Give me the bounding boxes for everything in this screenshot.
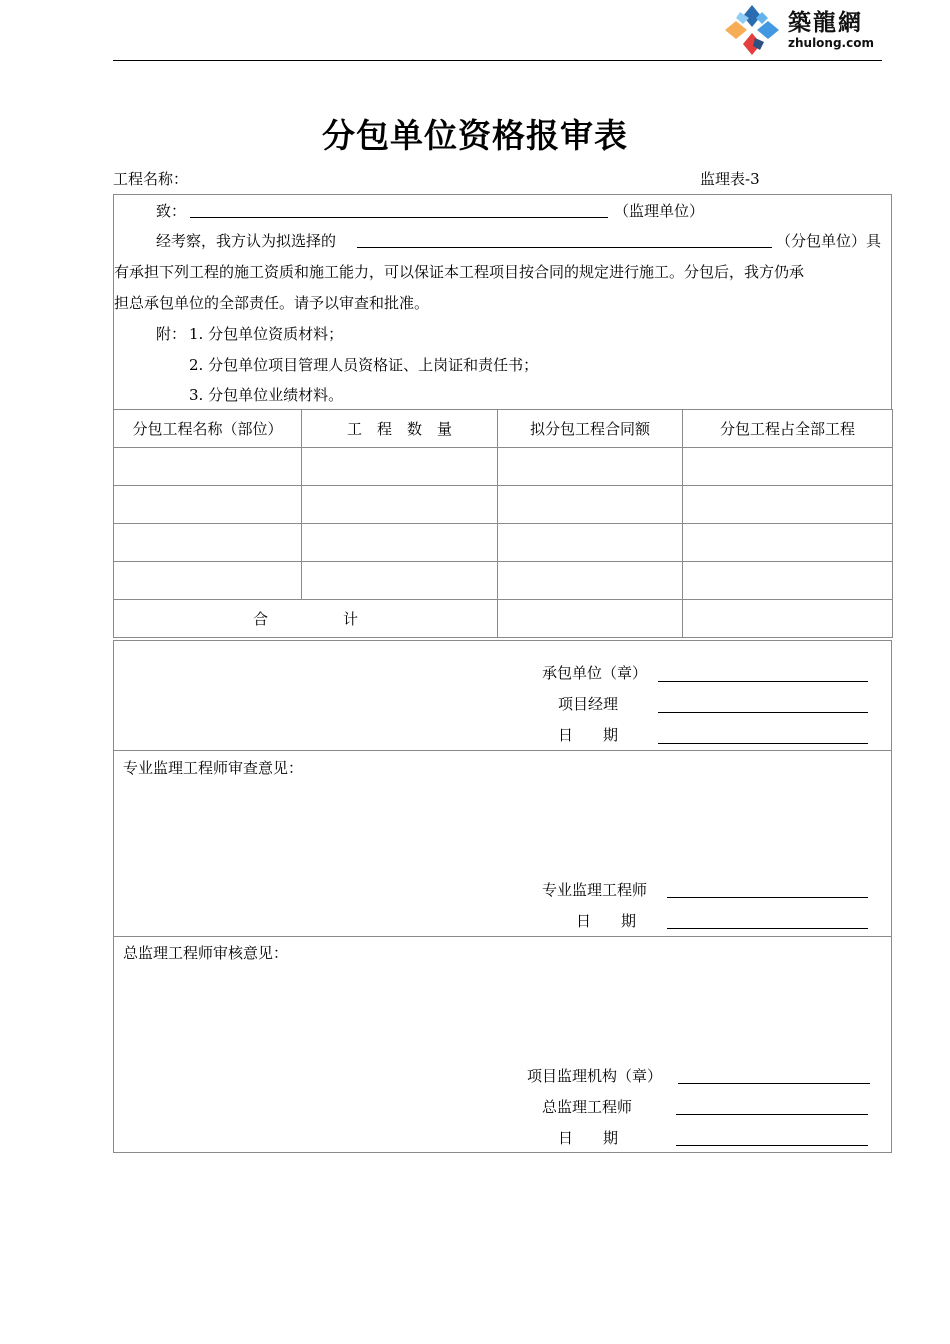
table-cell[interactable] [498,562,683,600]
header-cell: 拟分包工程合同额 [498,410,683,448]
table-cell[interactable] [498,524,683,562]
contractor-signature-section [113,640,892,751]
table-cell[interactable] [302,524,498,562]
table-cell[interactable] [683,448,893,486]
table-row [114,562,893,600]
chief-review-section [113,936,892,1153]
table-cell[interactable] [114,562,302,600]
chief-date-blank[interactable] [676,1145,868,1146]
logo-text-en: zhulong.com [788,36,874,50]
table-row [114,486,893,524]
specialist-signer-blank[interactable] [667,897,868,898]
specialist-date-label: 日 期 [576,912,637,930]
supervision-org-label: 项目监理机构（章） [527,1067,663,1085]
zhulong-logo [722,2,892,58]
total-ratio-cell[interactable] [683,600,893,638]
total-label: 合 计 [114,600,498,638]
table-cell[interactable] [498,448,683,486]
subcontract-table [113,409,893,638]
chief-review-heading: 总监理工程师审核意见： [123,944,289,962]
header-cell: 分包工程占全部工程 [683,410,893,448]
total-row [114,600,893,638]
table-cell[interactable] [302,486,498,524]
specialist-date-blank[interactable] [667,928,868,929]
project-manager-blank[interactable] [658,712,868,713]
total-amount-cell[interactable] [498,600,683,638]
attachment-item: 1. 分包单位资质材料； [189,325,344,343]
table-cell[interactable] [114,448,302,486]
project-manager-label: 项目经理 [558,695,619,713]
to-suffix: （监理单位） [614,202,705,220]
header-cell: 工 程 数 量 [302,410,498,448]
to-prefix: 致： [156,202,187,220]
subcontractor-blank[interactable] [357,247,772,248]
contractor-unit-label: 承包单位（章） [542,664,648,682]
specialist-review-section [113,750,892,937]
contractor-date-blank[interactable] [658,743,868,744]
logo-text-cn: 築龍網 [788,10,863,36]
table-cell[interactable] [683,562,893,600]
form-code: 监理表-3 [700,170,760,188]
specialist-signer-label: 专业监理工程师 [542,881,648,899]
table-cell[interactable] [302,448,498,486]
letter-section [113,194,892,410]
table-row [114,448,893,486]
table-cell[interactable] [683,524,893,562]
table-cell[interactable] [114,486,302,524]
attachment-item: 2. 分包单位项目管理人员资格证、上岗证和责任书； [189,356,539,374]
specialist-review-heading: 专业监理工程师审查意见： [123,759,304,777]
table-row [114,524,893,562]
chief-signer-blank[interactable] [676,1114,868,1115]
contractor-unit-blank[interactable] [658,681,868,682]
header-cell: 分包工程名称（部位） [114,410,302,448]
table-cell[interactable] [498,486,683,524]
letter-line3: 担总承包单位的全部责任。请予以审查和批准。 [114,294,430,312]
header-rule [113,60,882,61]
table-cell[interactable] [114,524,302,562]
pinwheel-logo-icon [722,2,782,58]
table-header-row [114,410,893,448]
contractor-date-label: 日 期 [558,726,619,744]
letter-line2: 有承担下列工程的施工资质和施工能力，可以保证本工程项目按合同的规定进行施工。分包后，我方仍承 [114,263,805,281]
attachment-item: 3. 分包单位业绩材料。 [189,386,344,404]
letter-line1-prefix: 经考察，我方认为拟选择的 [156,232,337,250]
table-cell[interactable] [302,562,498,600]
page-title: 分包单位资格报审表 [322,116,628,155]
chief-date-label: 日 期 [558,1129,619,1147]
supervision-org-blank[interactable] [678,1083,870,1084]
letter-line1-suffix: （分包单位）具 [776,232,882,250]
attach-prefix: 附： [156,325,187,343]
supervisor-unit-blank[interactable] [190,217,608,218]
chief-signer-label: 总监理工程师 [542,1098,633,1116]
table-cell[interactable] [683,486,893,524]
project-name-label: 工程名称： [113,170,189,188]
